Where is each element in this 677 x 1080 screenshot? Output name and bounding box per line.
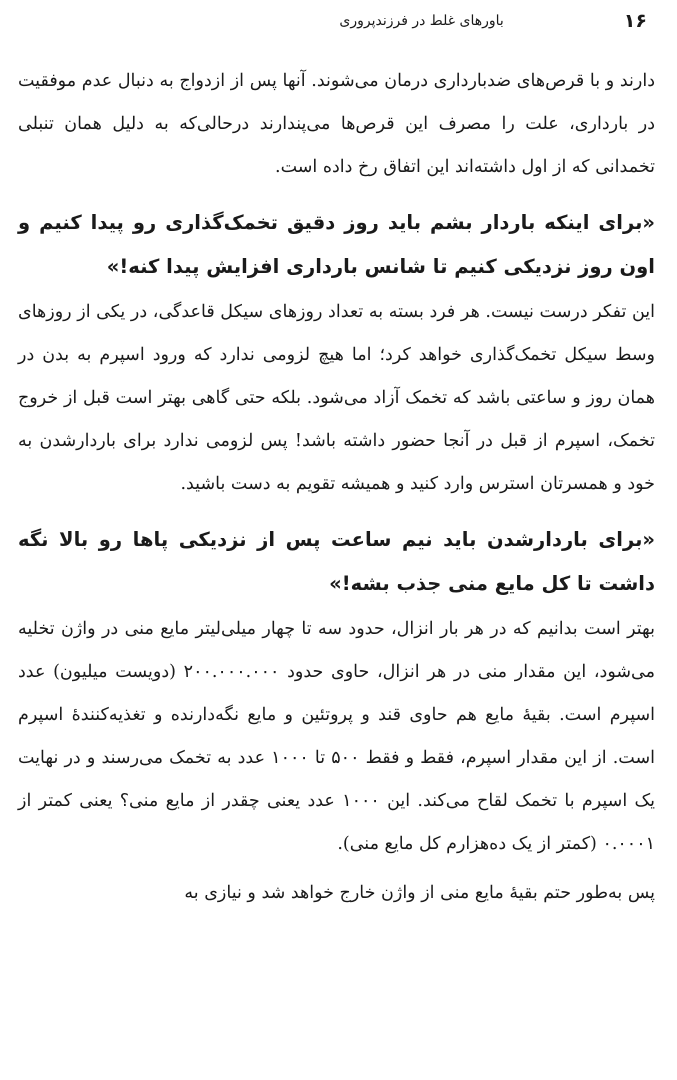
paragraph: بهتر است بدانیم که در هر بار انزال، حدود سه تا چهار میلی‌لیتر مایع منی در واژن تخلیه می‌شود، این مقدار منی در هر انزال، حاوی حدود ۲۰۰.۰۰۰.۰۰۰ (دویست میلیون) عدد اسپرم است. بقیهٔ مایع هم حاوی قند و پروتئین و مایع نگه‌دارنده و تغذیه‌کنندهٔ اسپرم است. از این مقدار اسپرم، فقط و فقط ۵۰۰ تا ۱۰۰۰ عدد به تخمک می‌رسند و در نهایت یک اسپرم با تخمک لقاح می‌کند. این ۱۰۰۰ عدد یعنی چقدر از مایع منی؟ یعنی کمتر از ۰.۰۰۰۱ (کمتر از یک ده‌هزارم کل مایع منی). xyxy=(18,619,656,854)
page-number: ۱۶ xyxy=(623,10,647,32)
section-heading: «برای اینکه باردار بشم باید روز دقیق تخمک‌گذاری رو پیدا کنیم و اون روز نزدیکی کنیم تا شانس بارداری افزایش پیدا کنه!» xyxy=(18,211,655,278)
section-heading: «برای باردارشدن باید نیم ساعت پس از نزدیکی پاها رو بالا نگه داشت تا کل مایع منی جذب بشه!» xyxy=(18,528,655,595)
paragraph: پس به‌طور حتم بقیهٔ مایع منی از واژن خارج خواهد شد و نیازی به xyxy=(184,883,655,903)
book-title: باورهای غلط در فرزندپروری xyxy=(339,13,504,29)
running-header xyxy=(22,8,647,34)
paragraph: این تفکر درست نیست. هر فرد بسته به تعداد روزهای سیکل قاعدگی، در یکی از روزهای وسط سیکل تخمک‌گذاری خواهد کرد؛ اما هیچ لزومی ندارد که ورود اسپرم به بدن در همان روز و ساعتی باشد که تخمک آزاد می‌شود. بلکه حتی گاهی بهتر است قبل از خروج تخمک، اسپرم از قبل در آنجا حضور داشته باشد! پس لزومی ندارد برای باردارشدن به خود و همسرتان استرس وارد کنید و همیشه تقویم به دست باشید. xyxy=(18,302,655,494)
page-body xyxy=(18,56,655,915)
paragraph: دارند و با قرص‌های ضدبارداری درمان می‌شوند. آنها پس از ازدواج به دنبال عدم موفقیت در بارداری، علت را مصرف این قرص‌ها می‌پندارند درحالی‌که به دلیل همان تنبلی تخمدانی که از اول داشته‌اند این اتفاق رخ داده است. xyxy=(18,71,655,177)
